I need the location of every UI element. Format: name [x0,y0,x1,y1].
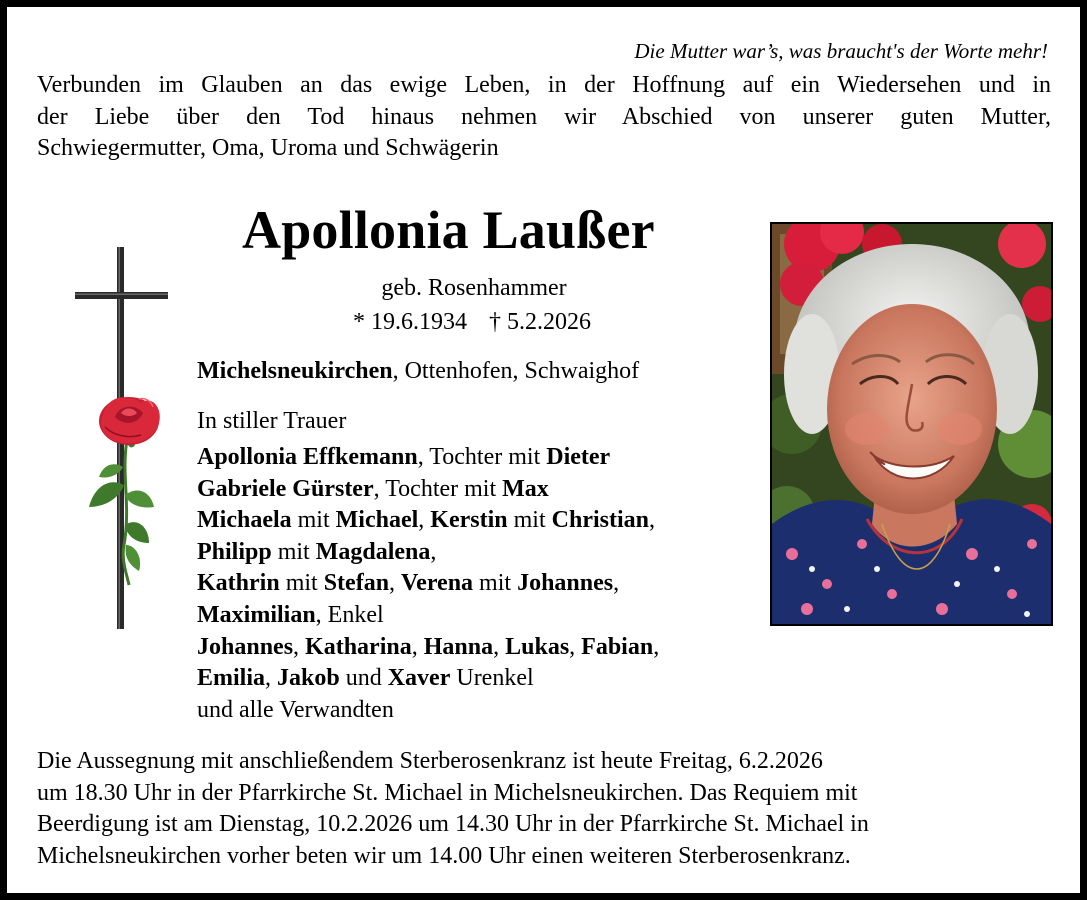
mourner-name: Xaver [387,665,451,692]
mourner-name: Emilia [197,665,266,692]
maiden-name: geb. Rosenhammer [381,275,567,301]
mourner-name: Lukas [505,633,570,660]
mourner-text: mit [507,507,552,534]
deceased-name: Apollonia Laußer [242,200,655,260]
mourner-text: und alle Verwandten [197,696,394,723]
mourner-line [197,663,757,695]
mourner-text: , [613,570,620,597]
mourner-name: Stefan [323,570,390,597]
mourner-text: , [569,633,582,660]
mourner-text: , [389,570,402,597]
death-date: † 5.2.2026 [489,309,591,335]
place-main: Michelsneukirchen [197,358,393,384]
mourner-name: Johannes [517,570,614,597]
places-line [197,358,639,385]
mourner-text: , Tochter mit [417,444,547,470]
mourner-line [197,632,757,664]
mourner-line [197,537,757,569]
service-info [37,746,1067,872]
mourner-name: Dieter [546,444,611,470]
mourner-name: Michaela [197,507,292,534]
mourner-text: , [411,633,424,660]
mourners-list [197,442,757,726]
mourner-name: Johannes [197,633,294,660]
service-line: Michelsneukirchen vorher beten wir um 14.00 Uhr einen weiteren Sterberosenkranz. [37,842,851,869]
mourner-text: , [293,633,306,660]
mourner-name: Philipp [197,538,272,565]
mourner-text: und [339,665,388,692]
mourner-name: Katharina [305,633,412,660]
portrait-photo [770,222,1053,626]
place-rest: , Ottenhofen, Schwaighof [392,358,640,384]
intro-line: der Liebe über den Tod hinaus nehmen wir Abschied von unserer guten Mutter, [37,103,1051,130]
mourner-text: , [265,665,278,692]
mourner-name: Michael [335,507,419,534]
mourner-name: Max [502,475,549,502]
mourner-name: Verena [401,570,474,597]
cross-with-rose-icon [69,245,174,631]
life-dates [312,309,632,336]
mourner-line [197,568,757,600]
mourner-name: Kathrin [197,570,280,597]
mourner-name: Jakob [277,665,340,692]
mourner-name: Kerstin [430,507,508,534]
motto-quote: Die Mutter war’s, was braucht's der Worte mehr! [634,39,1048,63]
mourner-text: , [418,507,431,534]
mourner-text: , Enkel [315,601,384,628]
mourner-name: Magdalena [315,538,431,565]
mourner-text: mit [271,538,316,565]
mourner-name: Christian [551,507,649,534]
mourner-name: Gabriele Gürster [197,475,374,502]
mourner-text: , Tochter mit [373,475,503,502]
mourner-line [197,474,757,506]
intro-line: Schwiegermutter, Oma, Uroma und Schwägerin [37,135,499,161]
mourning-header: In stiller Trauer [197,408,347,434]
intro-text [37,70,1051,165]
mourner-line [197,600,757,632]
mourner-name: Hanna [423,633,494,660]
mourner-text: , [430,538,437,565]
birth-date: * 19.6.1934 [353,309,467,335]
mourner-name: Apollonia Effkemann [197,444,418,470]
mourner-line [197,695,757,727]
mourner-name: Fabian [581,633,654,660]
intro-line: Verbunden im Glauben an das ewige Leben, in der Hoffnung auf ein Wiedersehen und in [37,72,1051,98]
mourner-text: mit [279,570,324,597]
mourner-line [197,505,757,537]
service-line: Beerdigung ist am Dienstag, 10.2.2026 um 14.30 Uhr in der Pfarrkirche St. Michael in [37,811,869,837]
mourner-text: Urenkel [450,665,534,692]
mourner-text: , [653,633,660,660]
mourner-text: mit [291,507,336,534]
service-line: Die Aussegnung mit anschließendem Sterberosenkranz ist heute Freitag, 6.2.2026 [37,748,823,774]
mourner-line [197,442,757,474]
mourner-text: , [493,633,506,660]
mourner-name: Maximilian [197,601,316,628]
mourner-text: , [649,507,655,534]
service-line: um 18.30 Uhr in der Pfarrkirche St. Michael in Michelsneukirchen. Das Requiem mit [37,779,858,806]
mourner-text: mit [473,570,518,597]
